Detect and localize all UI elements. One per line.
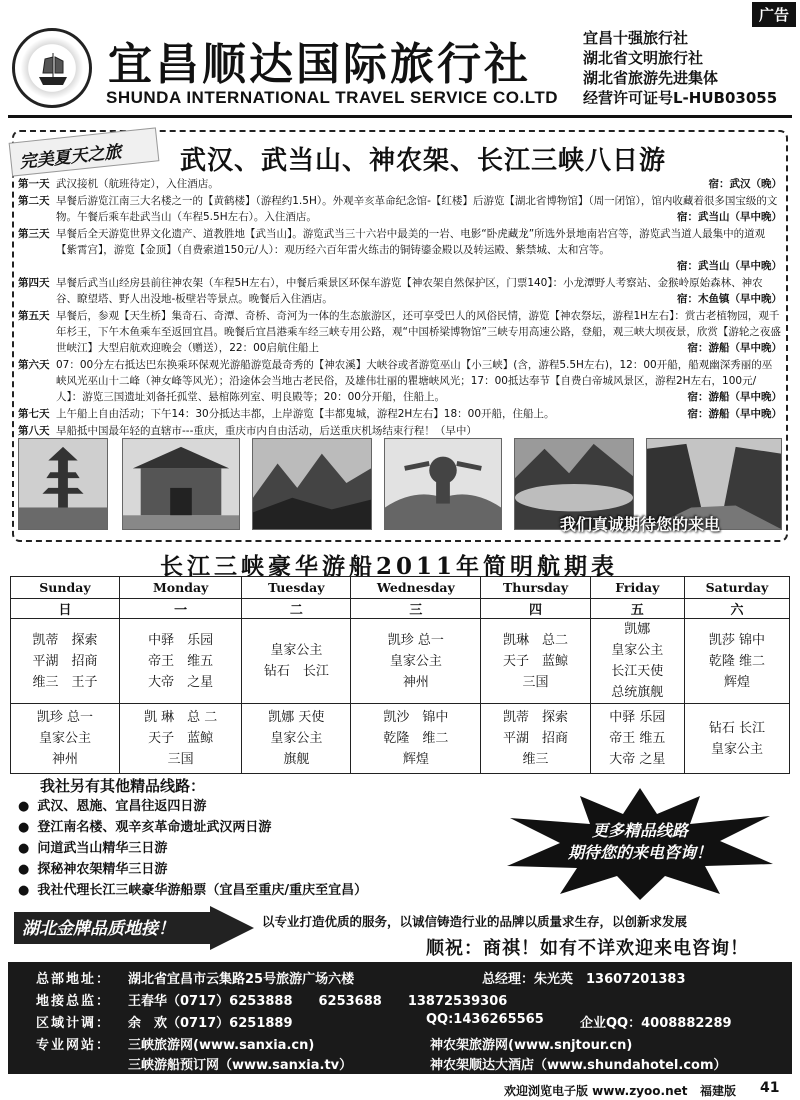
- schedule-cell: 凯 琳 总 二 天子 蓝鲸 三国: [119, 704, 242, 774]
- schedule-cell: 凯珍 总一 皇家公主 神州: [11, 704, 120, 774]
- day-header: Saturday: [684, 577, 789, 599]
- route-item: ● 登江南名楼、观辛亥革命遗址武汉两日游: [18, 817, 367, 838]
- schedule-row-upstream: [11, 619, 790, 704]
- itinerary: [18, 176, 782, 440]
- site-url: 欢迎浏览电子版 www.zyoo.net: [504, 1084, 688, 1098]
- photo-mountains: [252, 438, 372, 530]
- day-stay: 宿：武汉（晚）: [708, 178, 782, 190]
- day-header-cn: 三: [351, 599, 481, 619]
- greeting: 顺祝：商祺！如有不详欢迎来电咨询！: [426, 938, 749, 959]
- schedule-cell: 凯蒂 探索 平湖 招商 维三: [481, 704, 590, 774]
- tour-title: 武汉、武当山、神农架、长江三峡八日游: [180, 146, 667, 176]
- area-planner: 区域计调： 余 欢（0717）6251889: [36, 1016, 293, 1031]
- schedule-cell: 中驿 乐园 帝王 维五 大帝 之星: [119, 619, 242, 704]
- summer-tour-tag: 完美夏天之旅: [9, 127, 160, 176]
- day-text: 早餐后游览江南三大名楼之一的【黄鹤楼】（游程约1.5H）。外观辛亥革命纪念馆-【红楼】后游览【湖北省博物馆】（周一闭馆），馆内收藏着很多国宝级的文物。午餐后乘车赴武当山（车程5.5H左右）。入住酒店。: [56, 195, 778, 223]
- company-name-en: SHUNDA INTERNATIONAL TRAVEL SERVICE CO.LTD: [106, 88, 559, 107]
- schedule-row-downstream: [11, 704, 790, 774]
- photo-caption: 我们真诚期待您的来电: [560, 515, 721, 534]
- day-text: 早餐后全天游览世界文化遗产、道教胜地【武当山】。游览武当三十六岩中最美的一岩、电影“卧虎藏龙”所选外景地南岩宫等，游览武当道人最集中的道观【紫霄宫】，游览【金顶】（自费索道150元/人）：观历经六百年雷火练击的铜铸鎏金殿以及转运殿、紫禁城、太和宫等。: [56, 228, 766, 256]
- day-text: 早餐后武当山经房县前往神农架（车程5H左右），中餐后乘景区环保车游览【神农架自然保护区，门票140】：小龙潭野人考察站、金猴岭原始森林、神农谷、瞭望塔、野人出没地-板壁岩等景点。晚餐后入住酒店。: [56, 277, 763, 305]
- day-header: Monday: [119, 577, 242, 599]
- day-header-cn: 六: [684, 599, 789, 619]
- route-item: ● 探秘神农架精华三日游: [18, 859, 367, 880]
- qq-number: QQ:1436265565: [426, 1012, 544, 1027]
- day-text: 早船抵中国最年轻的直辖市---重庆，重庆市内自由活动，后送重庆机场结束行程！（早中）: [56, 425, 477, 437]
- day-text: 早餐后，参观【天生桥】集奇石、奇潭、奇桥、奇河为一体的生态旅游区，还可享受巴人的风俗民情，游览【神农祭坛，游程1H左右】：赏古老植物园，观千年杉王，下午木鱼乘车至返回宜昌。晚餐后宜昌港乘车经三峡专用公路，观“中国桥梁博物馆”三峡专用高速公路，登船，观三峡大坝夜景，欣赏【游轮之夜盛世峡江】大型启航欢迎晚会（赠送），22：00启航住船上: [56, 310, 781, 354]
- photo-shennong-altar: [384, 438, 502, 530]
- day-header-cn: 一: [119, 599, 242, 619]
- day-stay: 宿：游船（早中晚）: [687, 342, 782, 354]
- quality-banner-text: 湖北金牌品质地接！: [22, 919, 175, 939]
- day-header-cn: 日: [11, 599, 120, 619]
- day-header-cn: 二: [242, 599, 351, 619]
- website-4: 神农架顺达大酒店（www.shundahotel.com）: [430, 1058, 727, 1073]
- day-label: 第五天: [18, 310, 50, 322]
- schedule-cell: 凯珍 总一 皇家公主 神州: [351, 619, 481, 704]
- page-number: 41: [760, 1080, 780, 1096]
- honor-line: 湖北省旅游先进集体: [583, 69, 719, 87]
- honor-line: 宜昌十强旅行社: [583, 29, 689, 47]
- day-text: 上午船上自由活动；下午14：30分抵达丰都，上岸游览【丰都鬼城，游程2H左右】18：00开船，住船上。: [56, 408, 555, 420]
- day-stay: 宿：游船（早中晚）: [687, 408, 782, 420]
- general-manager: 总经理：朱光英 13607201383: [482, 972, 686, 987]
- day-label: 第六天: [18, 359, 50, 371]
- website-2: 神农架旅游网(www.snjtour.cn): [430, 1038, 633, 1053]
- schedule-cell: 凯娜 天使 皇家公主 旗舰: [242, 704, 351, 774]
- itinerary-day: [18, 308, 782, 356]
- company-slogan: 以专业打造优质的服务，以诚信铸造行业的品牌以质量求生存，以创新求发展: [262, 914, 688, 929]
- schedule-cell: 凯蒂 探索 平湖 招商 维三 王子: [11, 619, 120, 704]
- ship-icon: [35, 49, 71, 89]
- starburst-text: 更多精品线路 期待您的来电咨询！: [567, 821, 712, 862]
- day-header: Friday: [590, 577, 684, 599]
- cruise-schedule-table: [10, 576, 790, 774]
- other-routes-title: 我社另有其他精品线路：: [40, 777, 206, 795]
- website-3: 三峡游船预订网（www.sanxia.tv）: [128, 1058, 353, 1073]
- company-name-cn: 宜昌顺达国际旅行社: [108, 39, 531, 90]
- route-item: ● 武汉、恩施、宜昌往返四日游: [18, 796, 367, 817]
- company-logo: [12, 28, 92, 108]
- contact-footer: [8, 962, 792, 1074]
- route-item: ● 问道武当山精华三日游: [18, 838, 367, 859]
- page-footer: [0, 1078, 800, 1100]
- day-header: Wednesday: [351, 577, 481, 599]
- other-routes-list: [18, 796, 367, 901]
- day-header: Thursday: [481, 577, 590, 599]
- schedule-cell: 凯沙 锦中 乾隆 维二 辉煌: [351, 704, 481, 774]
- day-header: Sunday: [11, 577, 120, 599]
- itinerary-day: [18, 406, 782, 422]
- license-number: 经营许可证号L-HUB03055: [583, 89, 778, 107]
- day-header: Tuesday: [242, 577, 351, 599]
- honor-line: 湖北省文明旅行社: [583, 49, 704, 67]
- itinerary-day: [18, 176, 782, 192]
- schedule-cell: 凯莎 锦中 乾隆 维二 辉煌: [684, 619, 789, 704]
- website-1: 专业网站： 三峡旅游网(www.sanxia.cn): [36, 1038, 315, 1053]
- day-label: 第二天: [18, 195, 50, 207]
- day-text: 07：00分左右抵达巴东换乘环保观光游船游览最奇秀的【神农溪】大峡谷或者游览巫山【小三峡】(含，游程5.5H左右)，12：00开船，船观幽深秀丽的巫峡风光巫山十二峰（神女峰等风光）；沿途体会当地古老民俗，及雄伟壮丽的瞿塘峡风光；17：00抵达奉节【自费白帝城风景区，游程2H左右，100元/人】：游览三国遗址刘备托孤堂、悬棺陈列室、明良殿等；20：00分开船，住船上。: [56, 359, 773, 403]
- day-label: 第七天: [18, 408, 50, 420]
- ground-director: 地接总监： 王春华（0717）6253888 6253688 13872539306: [36, 994, 508, 1009]
- schedule-cell: 凯琳 总二 天子 蓝鲸 三国: [481, 619, 590, 704]
- day-stay: 宿：游船（早中晚）: [687, 391, 782, 403]
- header: [8, 22, 792, 118]
- route-item: ● 我社代理长江三峡豪华游船票（宜昌至重庆/重庆至宜昌）: [18, 880, 367, 901]
- day-stay: 宿：木鱼镇（早中晚）: [677, 293, 782, 305]
- day-stay: 宿：武当山（早中晚）: [677, 260, 782, 272]
- day-label: 第八天: [18, 425, 50, 437]
- day-label: 第三天: [18, 228, 50, 240]
- itinerary-day: [18, 275, 782, 307]
- schedule-header-cn: [11, 599, 790, 619]
- edition-label: 福建版: [700, 1084, 737, 1098]
- company-honors: [583, 28, 777, 108]
- ad-tag: 广告: [752, 2, 796, 27]
- photo-temple: [122, 438, 240, 530]
- schedule-cell: 皇家公主 钻石 长江: [242, 619, 351, 704]
- day-text: 武汉接机（航班待定），入住酒店。: [56, 178, 219, 190]
- schedule-title: 长江三峡豪华游船2011年简明航期表: [160, 553, 619, 580]
- day-label: 第一天: [18, 178, 50, 190]
- schedule-cell: 钻石 长江 皇家公主: [684, 704, 789, 774]
- schedule-cell: 中驿 乐园 帝王 维五 大帝 之星: [590, 704, 684, 774]
- itinerary-day: [18, 226, 782, 274]
- day-header-cn: 四: [481, 599, 590, 619]
- schedule-header-en: [11, 577, 790, 599]
- itinerary-day: [18, 423, 782, 439]
- enterprise-qq: 企业QQ：4008882289: [580, 1016, 732, 1031]
- schedule-cell: 凯娜 皇家公主 长江天使 总统旗舰: [590, 619, 684, 704]
- day-stay: 宿：武当山（早中晚）: [677, 211, 782, 223]
- itinerary-day: [18, 193, 782, 225]
- day-header-cn: 五: [590, 599, 684, 619]
- itinerary-day: [18, 357, 782, 405]
- day-label: 第四天: [18, 277, 50, 289]
- hq-address: 总部地址： 湖北省宜昌市云集路25号旅游广场六楼: [36, 972, 355, 987]
- photo-yellow-crane-tower: [18, 438, 108, 530]
